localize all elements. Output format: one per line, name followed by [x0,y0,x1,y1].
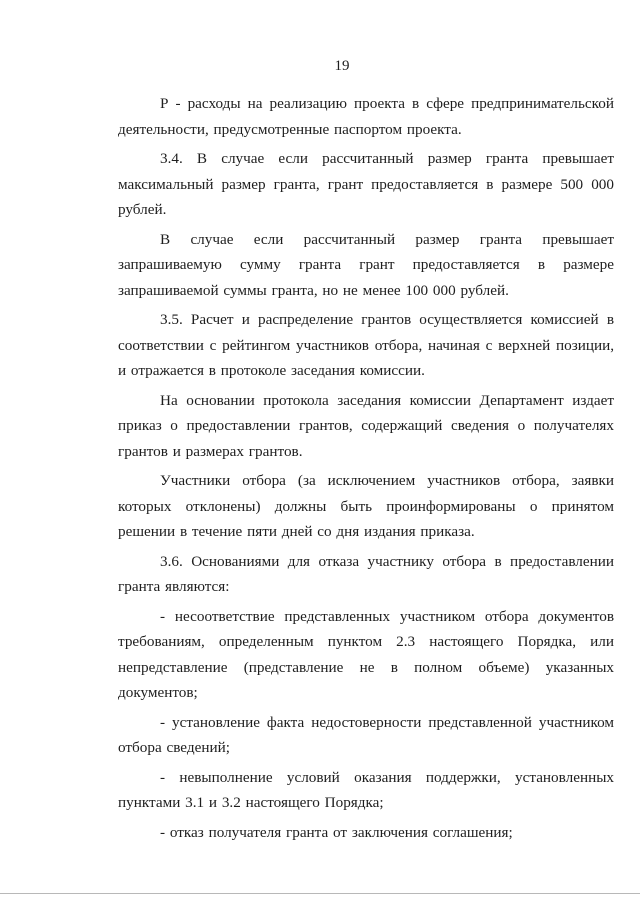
list-item-refusal-agreement: - отказ получателя гранта от заключения соглашения; [160,823,513,841]
paragraph-p-definition: Р - расходы на реализацию проекта в сфере предпринимательской деятельности, предусмотренные паспортом проекта. [118,95,614,138]
list-item-noncompliance: - несоответствие представленных участником отбора документов требованиям, определенным пунктом 2.3 настоящего Порядка, или непредставление (представление не в полном объеме) указанных документов; [118,607,614,701]
paragraph-3-6: 3.6. Основаниями для отказа участнику отбора в предоставлении гранта являются: [118,552,614,595]
page-number: 19 [334,58,350,74]
paragraph-department-order: На основании протокола заседания комиссии Департамент издает приказ о предоставлении грантов, содержащий сведения о получателях грантов и размерах грантов. [118,391,614,460]
document-body [118,91,614,849]
list-item-conditions-not-met: - невыполнение условий оказания поддержки, установленных пунктами 3.1 и 3.2 настоящего Порядка; [118,768,614,811]
paragraph-3-4: 3.4. В случае если рассчитанный размер гранта превышает максимальный размер гранта, грант предоставляется в размере 500 000 рублей. [118,150,614,218]
list-item-false-information: - установление факта недостоверности представленной участником отбора сведений; [118,713,614,756]
bottom-edge-line [0,893,640,894]
paragraph-participants-informed: Участники отбора (за исключением участников отбора, заявки которых отклонены) должны быть проинформированы о принятом решении в течение пяти дней со дня издания приказа. [118,472,614,540]
paragraph-3-5: 3.5. Расчет и распределение грантов осуществляется комиссией в соответствии с рейтингом участников отбора, начиная с верхней позиции, и отражается в протоколе заседания комиссии. [118,311,614,379]
paragraph-requested-amount: В случае если рассчитанный размер гранта превышает запрашиваемую сумму гранта грант предоставляется в размере запрашиваемой суммы гранта, но не менее 100 000 рублей. [118,230,614,299]
